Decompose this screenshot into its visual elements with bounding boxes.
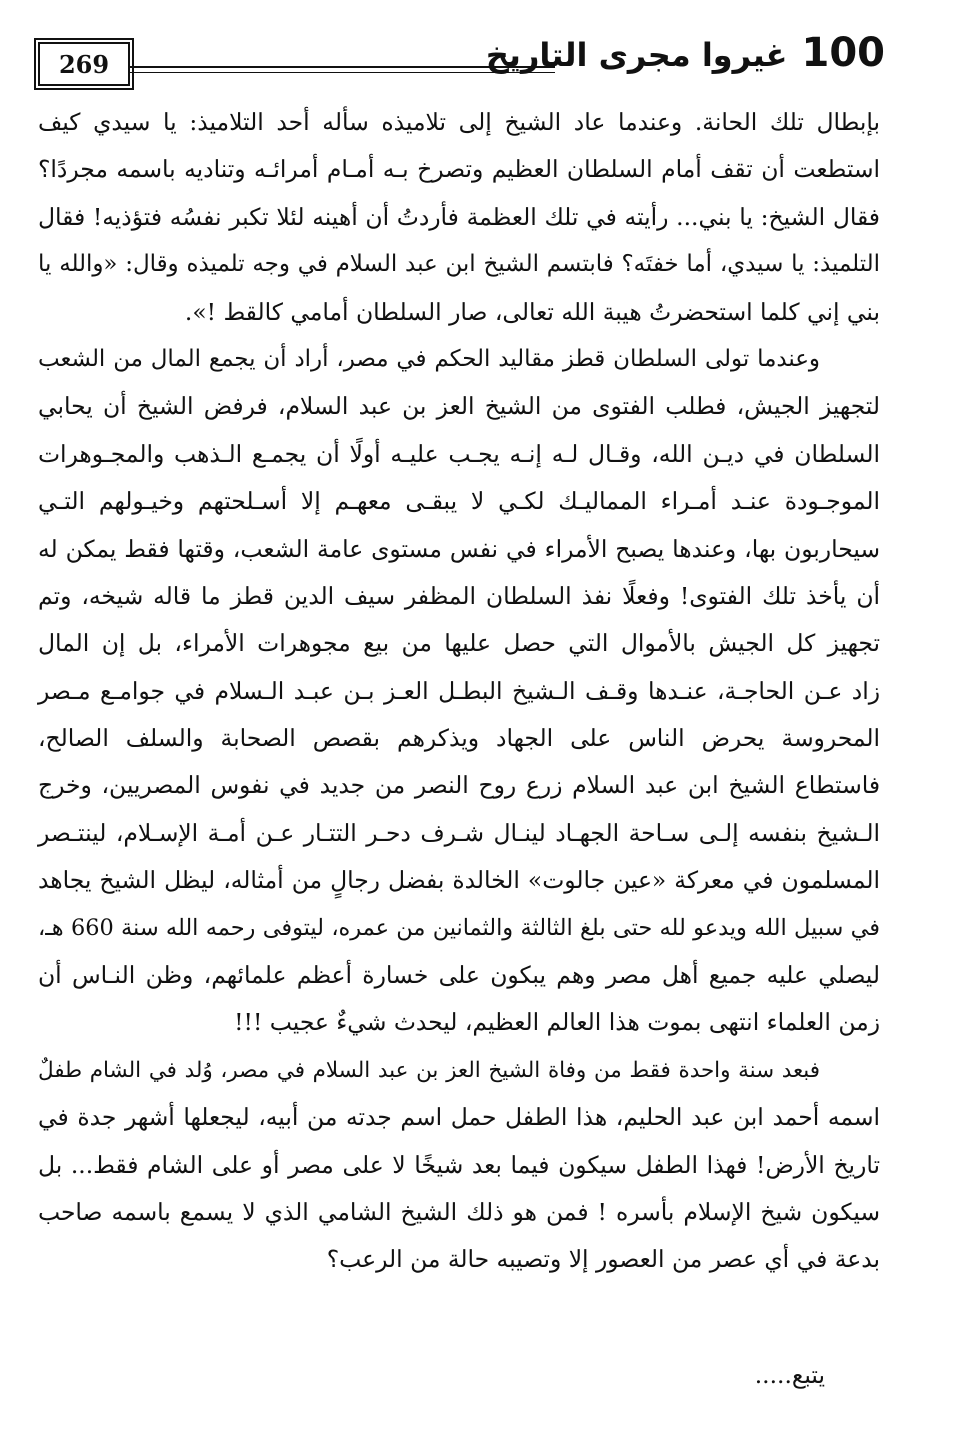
text-line: المسلمون في معركة «عين جالوت» الخالدة بفضل رجالٍ من أمثاله، ليظل الشيخ يجاهد — [38, 866, 880, 895]
running-title — [486, 30, 885, 76]
text-line: السلطان في ديـن الله، وقـال لـه إنـه يجـب عليـه أولًا أن يجمـع الـذهب والمجـوهرات — [38, 439, 880, 468]
text-line: الموجـودة عنـد أمـراء المماليـك لكـي لا يبقـى معهـم إلا أسـلحتهم وخيـولهم التـي — [38, 487, 880, 516]
text-line: فبعد سنة واحدة فقط من وفاة الشيخ العز بن عبد السلام في مصر، وُلد في الشام طفلٌ — [38, 1057, 820, 1083]
text-line: فقال الشيخ: يا بني... رأيته في تلك العظمة فأردتُ أن أهينه لئلا تكبر نفسُه فتؤذيه! فقال — [38, 202, 880, 231]
body-text — [38, 99, 880, 1284]
page-number: 269 — [38, 42, 130, 86]
text-line: سيحاربون بها، وعندها يصبح الأمراء في نفس مستوى عامة الشعب، وقتها فقط يمكن له — [38, 534, 880, 563]
book-title: غيروا مجرى التاريخ — [485, 36, 788, 74]
text-line: سيكون شيخ الإسلام بأسره ! فمن هو ذلك الشيخ الشامي الذي لا يسمع باسمه صاحب — [38, 1197, 880, 1226]
book-number: 100 — [801, 30, 885, 76]
continuation-note: يتبع..... — [754, 1361, 825, 1389]
text-line: بني إني كلما استحضرتُ هيبة الله تعالى، صار السلطان أمامي كالقط !». — [184, 297, 880, 326]
text-line: فاستطاع الشيخ ابن عبد السلام زرع روح النصر من جديد في نفوس المصريين، وخرج — [38, 771, 880, 800]
text-line: لتجهيز الجيش، فطلب الفتوى من الشيخ العز بن عبد السلام، فرفض الشيخ أن يحابي — [38, 392, 880, 421]
page-header — [30, 30, 885, 100]
text-line: التلميذ: يا سيدي، أما خفتَه؟ فابتسم الشيخ ابن عبد السلام في وجه تلميذه وقال: «والله يا — [38, 251, 880, 278]
text-line: الـشيخ بنفسه إلـى سـاحة الجهـاد لينـال شـرف دحـر التتـار عـن أمـة الإسـلام، لينتـصر — [38, 818, 880, 847]
text-line: بدعة في أي عصر من العصور إلا وتصيبه حالة من الرعب؟ — [326, 1245, 880, 1274]
text-line: تاريخ الأرض! فهذا الطفل سيكون فيما بعد شيخًا لا على مصر أو على الشام فقط... بل — [38, 1150, 880, 1179]
text-line: في سبيل الله ويدعو لله حتى بلغ الثالثة والثمانين من عمره، ليتوفى رحمه الله سنة 660 هـ، — [38, 914, 880, 941]
text-line: استطعت أن تقف أمام السلطان العظيم وتصرخ بـه أمـام أمرائـه وتناديه باسمه مجردًا؟ — [38, 155, 880, 184]
text-line: تجهيز كل الجيش بالأموال التي حصل عليها من بيع مجوهرات الأمراء، بل إن المال — [38, 629, 880, 658]
text-line: أن يأخذ تلك الفتوى! وفعلًا نفذ السلطان المظفر سيف الدين قطز ما قاله شيخه، وتم — [38, 581, 880, 610]
text-line: زمن العلماء انتهى بموت هذا العالم العظيم، ليحدث شيءٌ عجيب !!! — [234, 1008, 880, 1037]
text-line: زاد عـن الحاجـة، عنـدها وقـف الـشيخ البطـل العـز بـن عبـد الـسلام في جوامـع مـصر — [38, 676, 880, 705]
text-line: ليصلي عليه جميع أهل مصر وهم يبكون على خسارة أعظم علمائهم، وظن النـاس أن — [38, 961, 880, 990]
text-line: وعندما تولى السلطان قطز مقاليد الحكم في مصر، أراد أن يجمع المال من الشعب — [38, 345, 820, 372]
text-line: المحروسة يحرض الناس على الجهاد ويذكرهم بقصص الصحابة والسلف الصالح، — [38, 724, 880, 753]
text-line: اسمه أحمد ابن عبد الحليم، هذا الطفل حمل اسم جدته من أبيه، ليجعلها أشهر جدة في — [38, 1103, 880, 1132]
text-line: بإبطال تلك الحانة. وعندما عاد الشيخ إلى تلاميذه سأله أحد التلاميذ: يا سيدي كيف — [38, 108, 880, 136]
